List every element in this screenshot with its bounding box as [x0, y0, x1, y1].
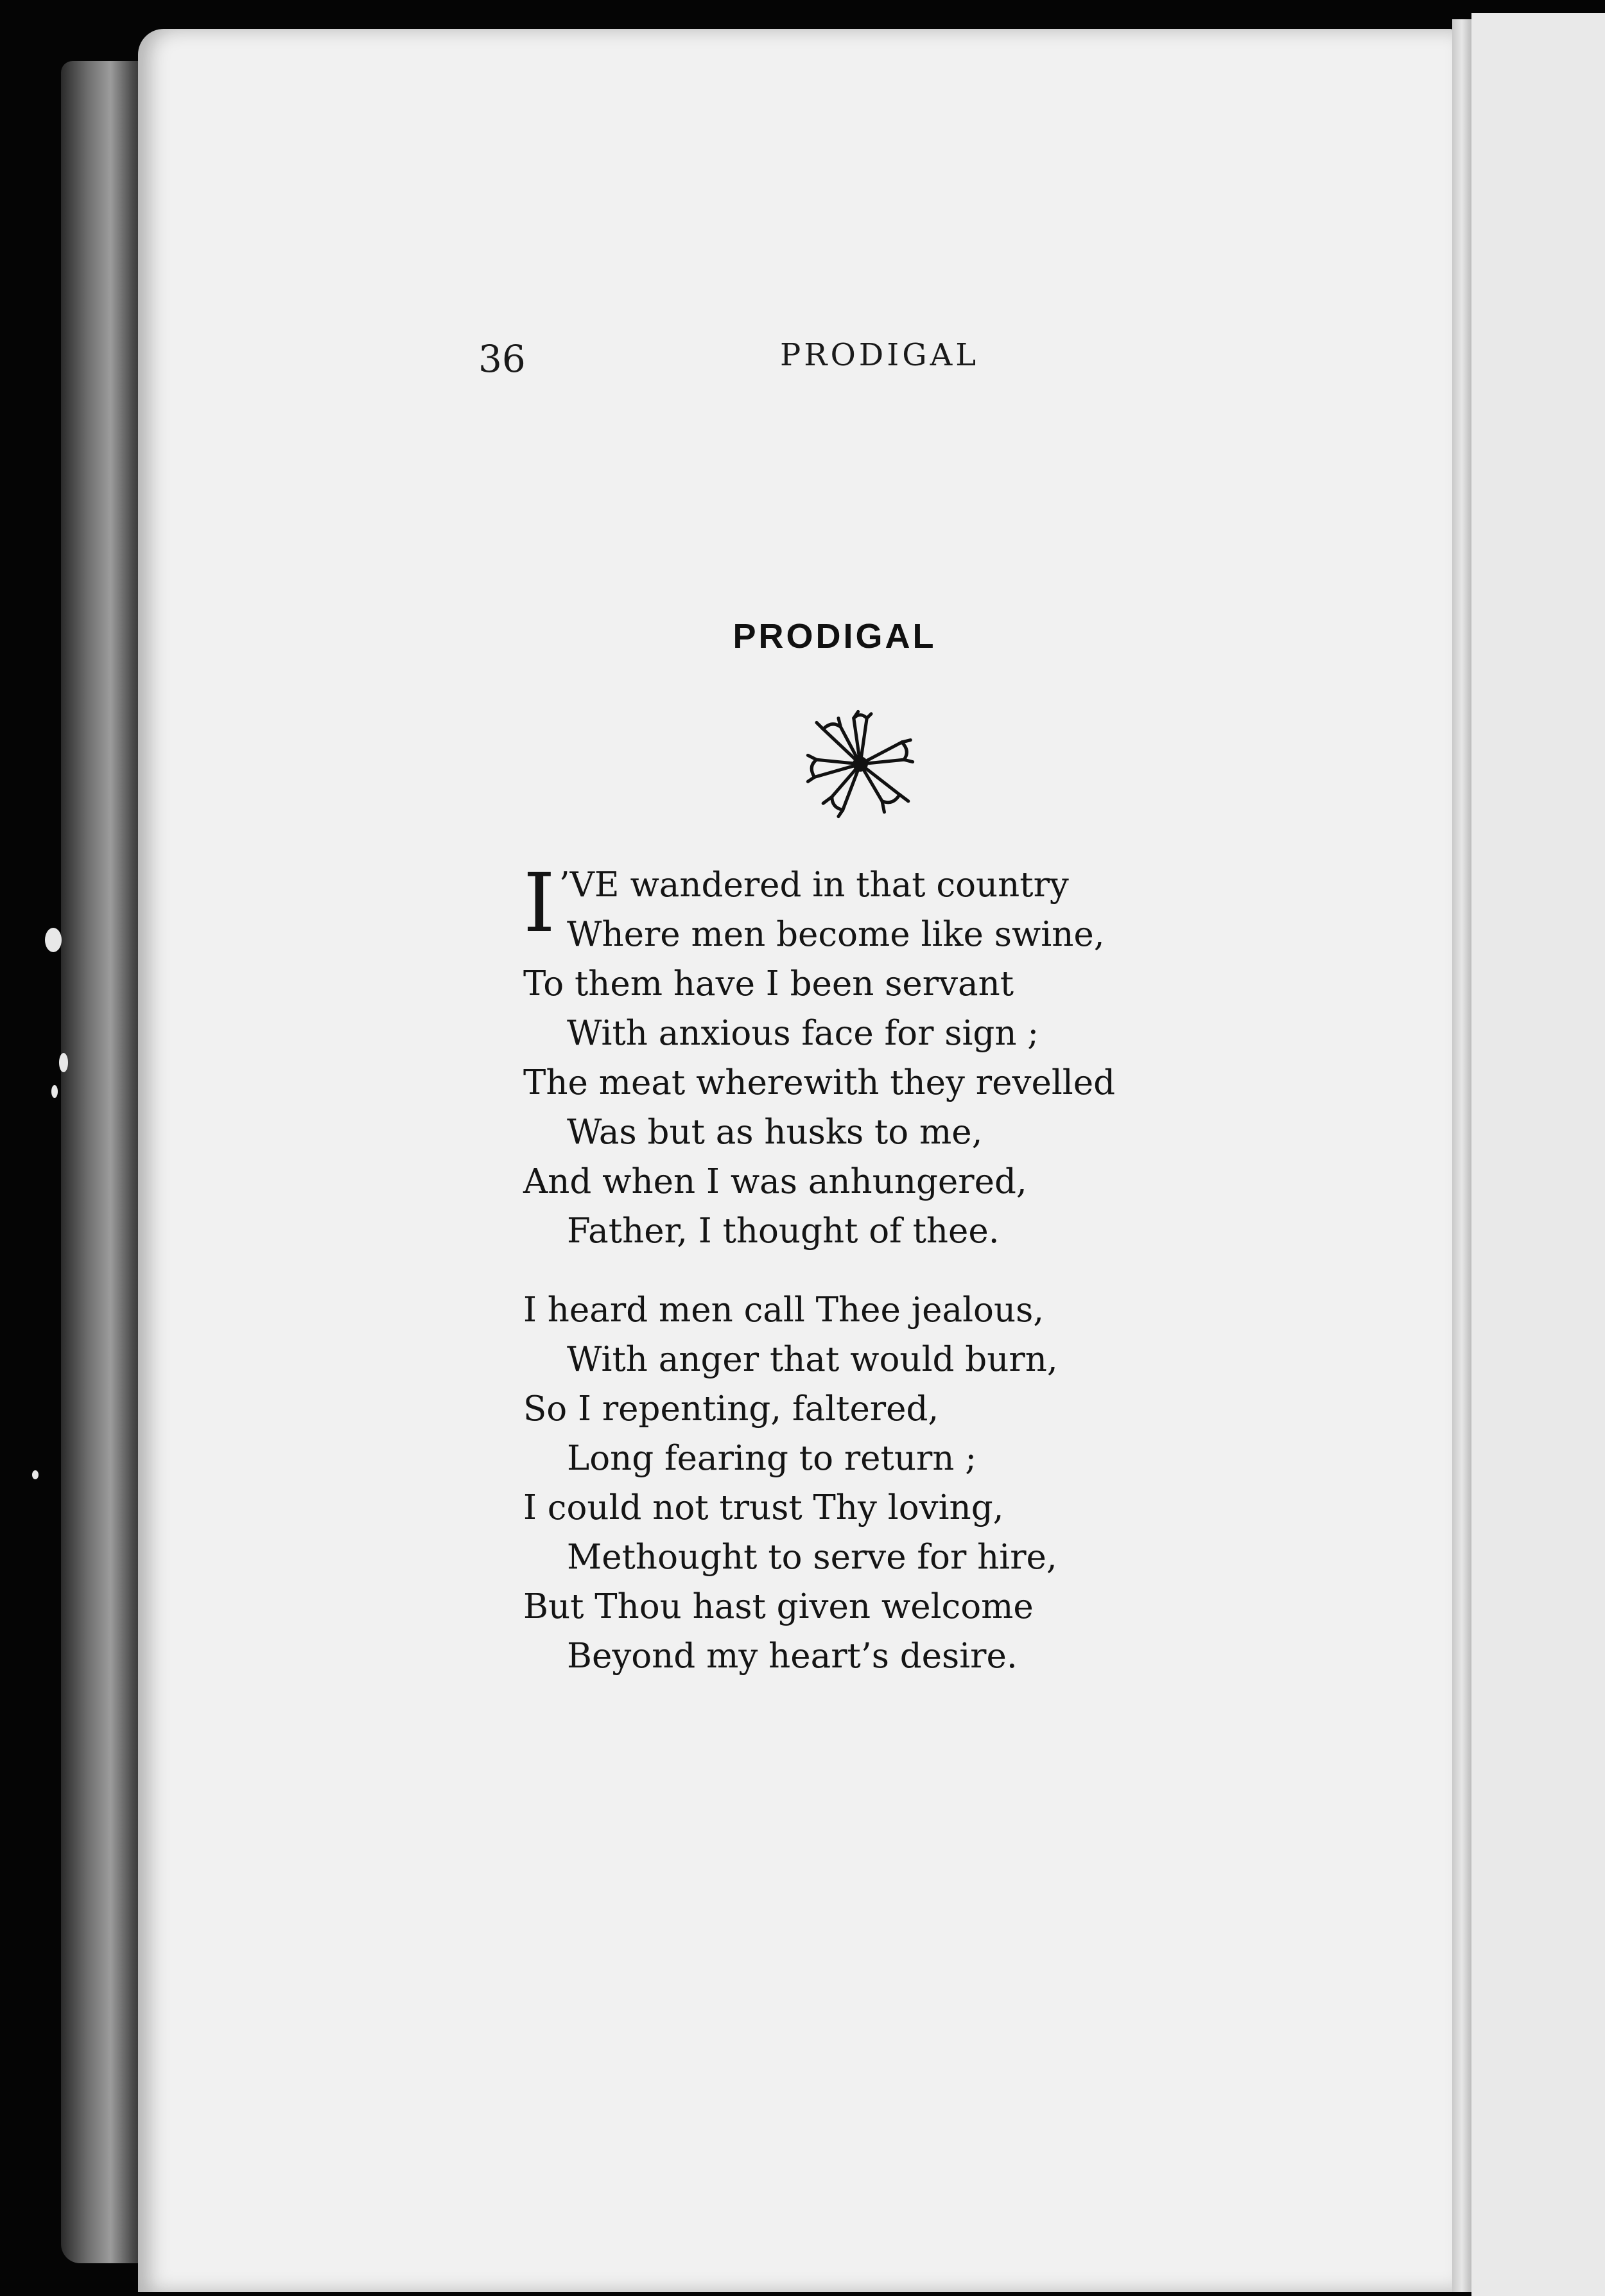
poem-line: Methought to serve for hire,	[567, 1538, 1057, 1577]
dust-speck	[51, 1085, 58, 1098]
stanza-1	[523, 856, 1229, 1256]
dust-speck	[32, 1470, 39, 1479]
poem-line: Beyond my heart’s desire.	[567, 1637, 1018, 1676]
poem-line: Was but as husks to me,	[567, 1113, 983, 1152]
poem-title: PRODIGAL	[733, 617, 937, 656]
dust-speck	[59, 1053, 68, 1072]
running-title: PRODIGAL	[780, 337, 980, 373]
poem-line: The meat wherewith they revelled	[523, 1063, 1116, 1102]
poem-line: But Thou hast given welcome	[523, 1587, 1034, 1626]
running-head	[0, 337, 1605, 388]
page-number: 36	[478, 337, 526, 381]
poem-line: With anxious face for sign ;	[567, 1014, 1039, 1053]
poem-line: Long fearing to return ;	[567, 1439, 977, 1478]
poem-line: And when I was anhungered,	[523, 1162, 1027, 1201]
book-spine	[61, 61, 151, 2263]
stanza-2	[523, 1285, 1229, 1681]
first-line-text: ’VE wandered in that country	[559, 865, 1069, 905]
poem-line: With anger that would burn,	[567, 1340, 1058, 1379]
poem-line: To them have I been servant	[523, 964, 1014, 1004]
poem-line: I could not trust Thy loving,	[523, 1488, 1004, 1527]
poem-body	[523, 856, 1229, 1710]
dust-speck	[45, 928, 62, 952]
flower-ornament-icon	[806, 709, 915, 819]
poem-line: So I repenting, faltered,	[523, 1389, 939, 1429]
poem-line: Father, I thought of thee.	[567, 1212, 1000, 1251]
poem-line: Where men become like swine,	[567, 915, 1105, 954]
drop-cap: I	[523, 856, 555, 950]
poem-line: I heard men call Thee jealous,	[523, 1291, 1045, 1330]
